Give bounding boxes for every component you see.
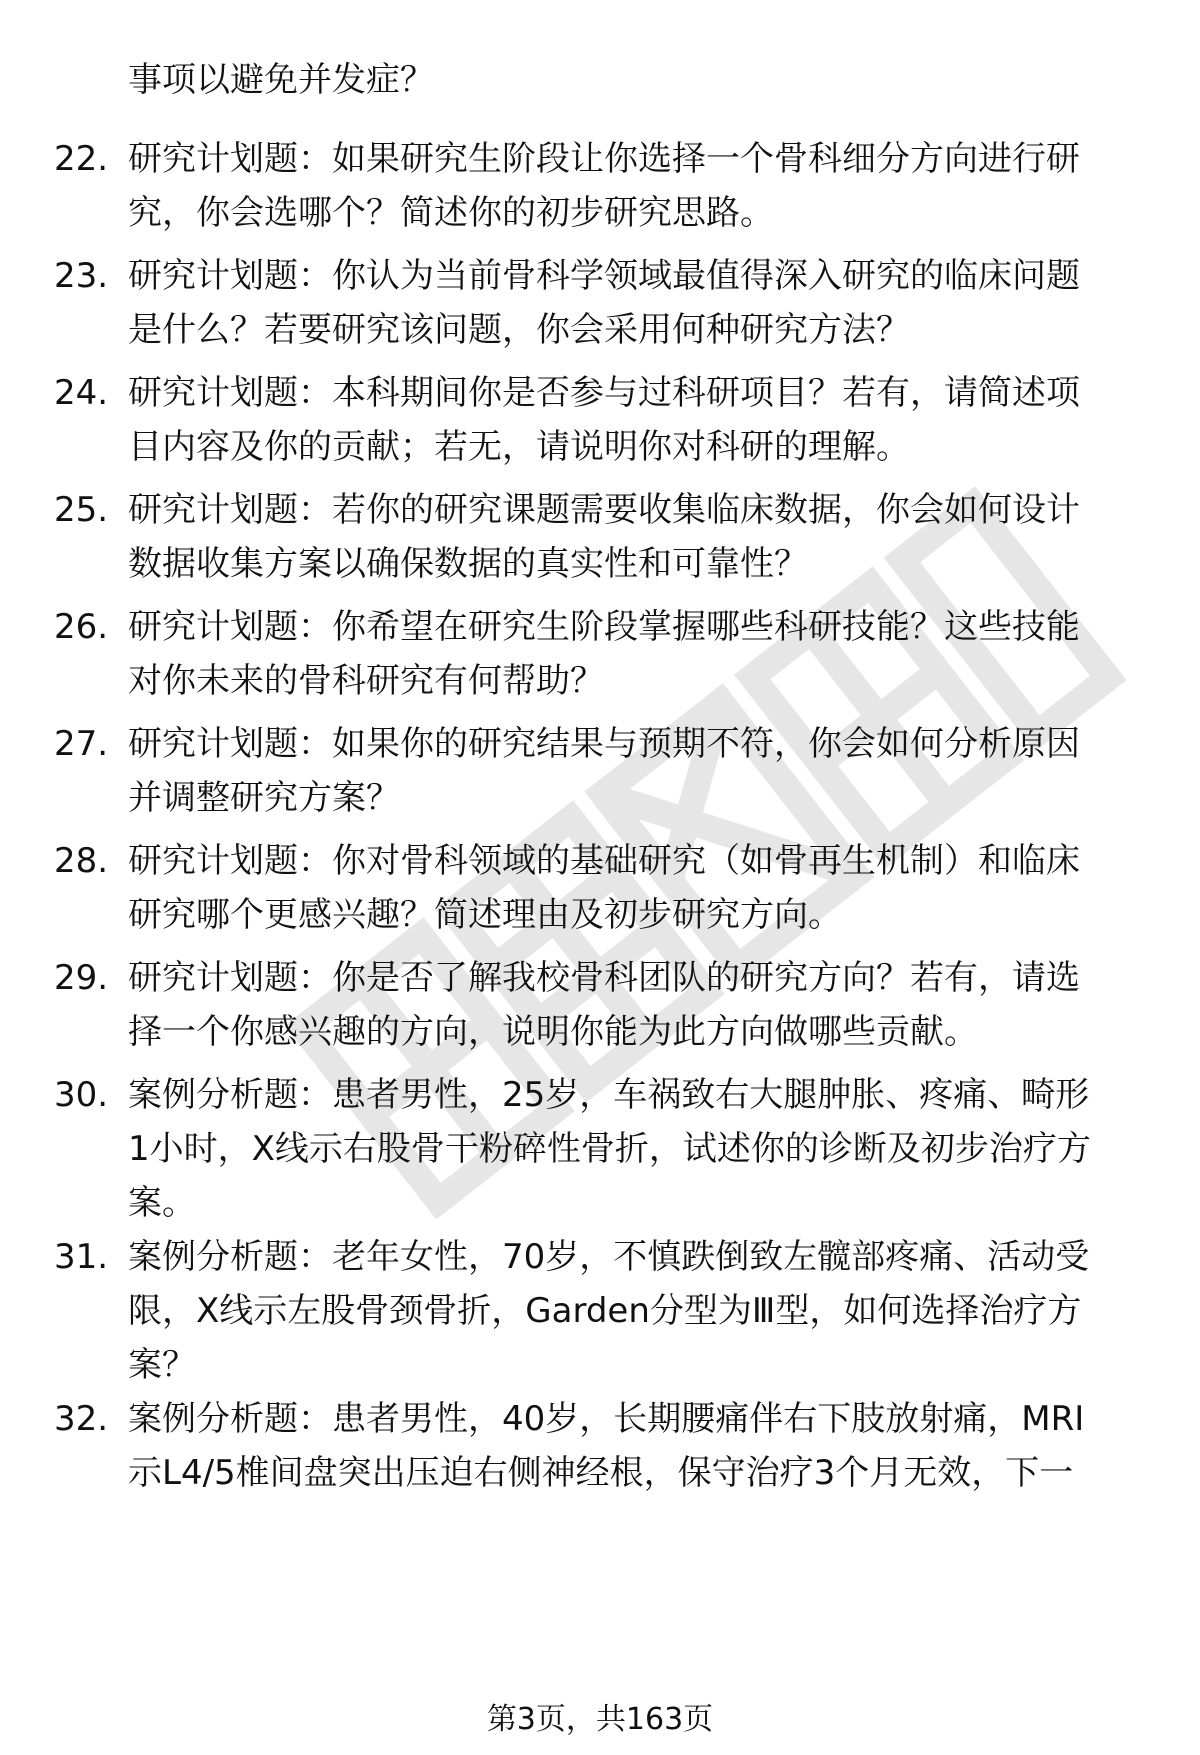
question-number: 31. bbox=[54, 1237, 109, 1277]
question-text-line: 案例分析题：患者男性，25岁，车祸致右大腿肿胀、疼痛、畸形 bbox=[128, 1075, 1090, 1115]
question-text-line: 目内容及你的贡献；若无，请说明你对科研的理解。 bbox=[128, 427, 910, 467]
question-text-line: 案？ bbox=[128, 1345, 196, 1385]
question-text-line: 案例分析题：老年女性，70岁，不慎跌倒致左髋部疼痛、活动受 bbox=[128, 1237, 1090, 1277]
question-number: 32. bbox=[54, 1399, 109, 1439]
question-number: 24. bbox=[54, 373, 109, 413]
question-text-line: 研究哪个更感兴趣？简述理由及初步研究方向。 bbox=[128, 895, 842, 935]
question-text-line: 对你未来的骨科研究有何帮助？ bbox=[128, 661, 604, 701]
question-number: 28. bbox=[54, 841, 109, 881]
question-number: 23. bbox=[54, 256, 109, 296]
question-text-line: 择一个你感兴趣的方向，说明你能为此方向做哪些贡献。 bbox=[128, 1012, 978, 1052]
question-number: 29. bbox=[54, 958, 109, 998]
question-text-line: 数据收集方案以确保数据的真实性和可靠性？ bbox=[128, 544, 808, 584]
question-number: 26. bbox=[54, 607, 109, 647]
question-text-line: 研究计划题：本科期间你是否参与过科研项目？若有，请简述项 bbox=[128, 373, 1080, 413]
page-footer: 第3页，共163页 bbox=[486, 1702, 714, 1737]
question-text-line: 研究计划题：你希望在研究生阶段掌握哪些科研技能？这些技能 bbox=[128, 607, 1080, 647]
question-text-line: 示L4/5椎间盘突出压迫右侧神经根，保守治疗3个月无效，下一 bbox=[128, 1453, 1074, 1493]
question-text-line: 究，你会选哪个？简述你的初步研究思路。 bbox=[128, 193, 774, 233]
question-number: 27. bbox=[54, 724, 109, 764]
question-text-line: 案。 bbox=[128, 1183, 196, 1223]
question-text-line: 案例分析题：患者男性，40岁，长期腰痛伴右下肢放射痛，MRI bbox=[128, 1399, 1085, 1439]
question-text-line: 研究计划题：你是否了解我校骨科团队的研究方向？若有，请选 bbox=[128, 958, 1080, 998]
question-text-line: 限，X线示左股骨颈骨折，Garden分型为Ⅲ型，如何选择治疗方 bbox=[128, 1291, 1082, 1331]
question-text-line: 并调整研究方案？ bbox=[128, 778, 400, 818]
question-text-line: 研究计划题：如果研究生阶段让你选择一个骨科细分方向进行研 bbox=[128, 139, 1080, 179]
question-number: 30. bbox=[54, 1075, 109, 1115]
question-number: 25. bbox=[54, 490, 109, 530]
question-text-line: 是什么？若要研究该问题，你会采用何种研究方法？ bbox=[128, 310, 910, 350]
question-text-line: 研究计划题：你认为当前骨科学领域最值得深入研究的临床问题 bbox=[128, 256, 1080, 296]
question-text-line: 研究计划题：如果你的研究结果与预期不符，你会如何分析原因 bbox=[128, 724, 1080, 764]
continuation-text: 事项以避免并发症？ bbox=[128, 60, 434, 100]
question-number: 22. bbox=[54, 139, 109, 179]
question-text-line: 1小时，X线示右股骨干粉碎性骨折，试述你的诊断及初步治疗方 bbox=[128, 1129, 1091, 1169]
question-text-line: 研究计划题：若你的研究课题需要收集临床数据，你会如何设计 bbox=[128, 490, 1080, 530]
question-text-line: 研究计划题：你对骨科领域的基础研究（如骨再生机制）和临床 bbox=[128, 841, 1080, 881]
